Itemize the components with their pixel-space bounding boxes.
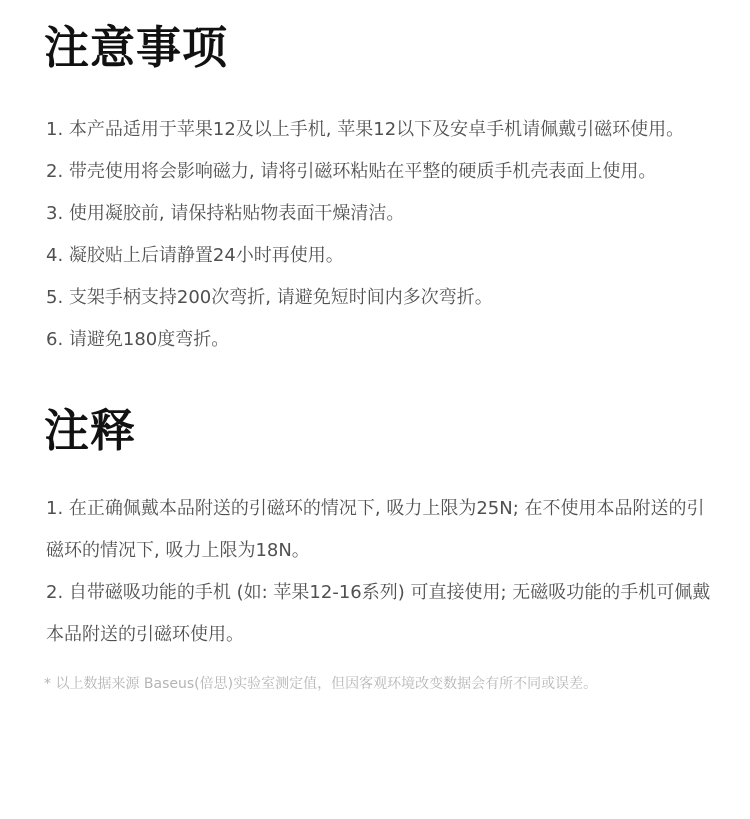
notice-item-3: 3. 使用凝胶前, 请保持粘贴物表面干燥清洁。 — [46, 203, 405, 224]
notice-item-4: 4. 凝胶贴上后请静置24小时再使用。 — [46, 245, 344, 266]
notice-list — [46, 109, 720, 361]
notice-item-5: 5. 支架手柄支持200次弯折, 请避免短时间内多次弯折。 — [46, 287, 493, 308]
notice-heading: 注意事项 — [44, 21, 229, 74]
note-item-2: 2. 自带磁吸功能的手机 (如: 苹果12-16系列) 可直接使用; 无磁吸功能的手机可佩戴本品附送的引磁环使用。 — [46, 582, 711, 645]
notice-item-2: 2. 带壳使用将会影响磁力, 请将引磁环粘贴在平整的硬质手机壳表面上使用。 — [46, 161, 657, 182]
notice-item-6: 6. 请避免180度弯折。 — [46, 329, 230, 350]
notes-heading: 注释 — [44, 404, 137, 457]
data-source-footnote: * 以上数据来源 Baseus(倍思)实验室测定值，但因客观环境改变数据会有所不同或误差。 — [44, 676, 598, 692]
notes-list — [46, 488, 720, 656]
note-item-1: 1. 在正确佩戴本品附送的引磁环的情况下, 吸力上限为25N; 在不使用本品附送的引磁环的情况下, 吸力上限为18N。 — [46, 498, 705, 561]
notice-item-1: 1. 本产品适用于苹果12及以上手机, 苹果12以下及安卓手机请佩戴引磁环使用。 — [46, 119, 685, 140]
